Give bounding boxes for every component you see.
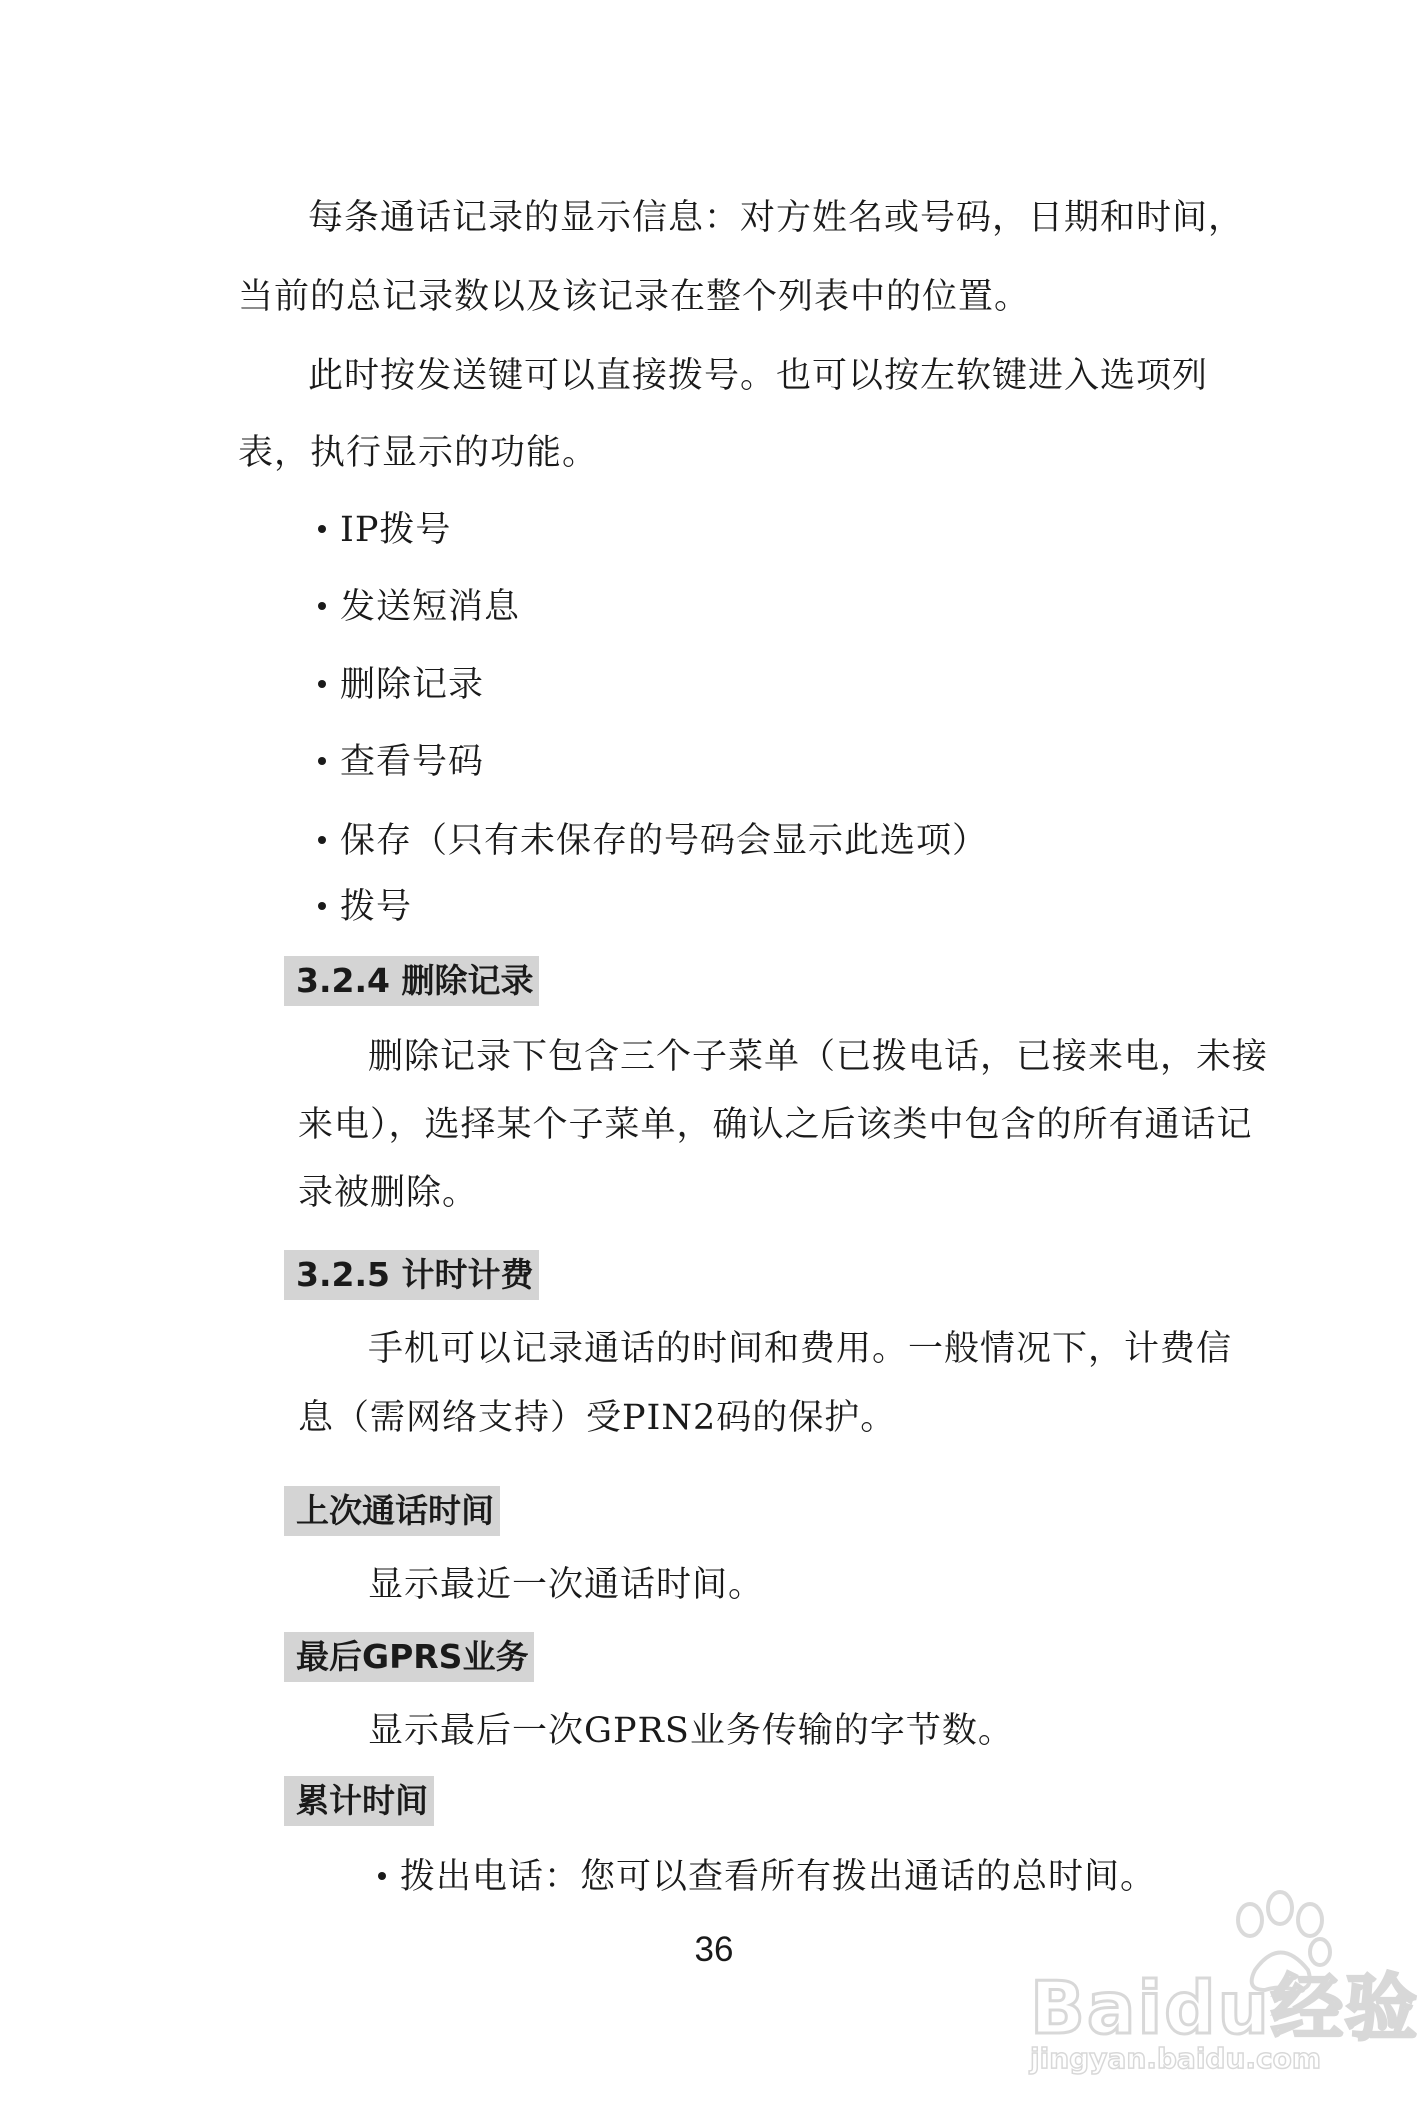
list-item-label: 保存（只有未保存的号码会显示此选项） <box>340 821 989 861</box>
page-number: 36 <box>694 1930 734 1969</box>
bullet-icon <box>318 680 326 688</box>
subsection-heading: 累计时间 <box>284 1776 434 1826</box>
watermark-url: jingyan.baidu.com <box>1030 2042 1322 2075</box>
paragraph-line: 此时按发送键可以直接拨号。也可以按左软键进入选项列 <box>308 356 1209 396</box>
list-item-label: 查看号码 <box>340 742 485 782</box>
watermark-logo: Baidu经验 <box>1030 1966 1419 2050</box>
bullet-icon <box>378 1872 386 1880</box>
bullet-icon <box>318 602 326 610</box>
list-item <box>318 585 520 629</box>
list-item <box>318 819 988 863</box>
bullet-icon <box>318 902 326 910</box>
paragraph-line: 息（需网络支持）受PIN2码的保护。 <box>298 1398 897 1438</box>
list-item-label: IP拨号 <box>340 510 452 550</box>
list-item-label: 拨号 <box>340 887 413 927</box>
subsection-heading: 最后GPRS业务 <box>284 1632 534 1682</box>
section-heading: 3.2.4 删除记录 <box>284 956 539 1006</box>
paragraph-line: 录被删除。 <box>298 1173 479 1213</box>
list-item <box>318 663 484 707</box>
list-item-label: 删除记录 <box>340 665 485 705</box>
bullet-icon <box>318 836 326 844</box>
paragraph-line: 删除记录下包含三个子菜单（已拨电话，已接来电，未接 <box>368 1037 1269 1077</box>
paragraph-line: 每条通话记录的显示信息：对方姓名或号码，日期和时间， <box>308 198 1245 238</box>
section-heading: 3.2.5 计时计费 <box>284 1250 539 1300</box>
list-item-label: 发送短消息 <box>340 587 521 627</box>
paragraph-line: 当前的总记录数以及该记录在整个列表中的位置。 <box>238 277 1031 317</box>
paragraph-line: 手机可以记录通话的时间和费用。一般情况下，计费信 <box>368 1329 1233 1369</box>
paragraph-line: 显示最近一次通话时间。 <box>368 1565 765 1605</box>
paragraph-line: 显示最后一次GPRS业务传输的字节数。 <box>368 1711 1014 1751</box>
baidu-watermark <box>1000 1890 1419 2090</box>
bullet-icon <box>318 525 326 533</box>
bullet-icon <box>318 757 326 765</box>
subsection-heading: 上次通话时间 <box>284 1486 500 1536</box>
list-item <box>318 885 412 929</box>
list-item <box>318 508 451 552</box>
list-item-label: 拨出电话：您可以查看所有拨出通话的总时间。 <box>400 1857 1157 1897</box>
paragraph-line: 表，执行显示的功能。 <box>238 433 599 473</box>
paragraph-line: 来电），选择某个子菜单，确认之后该类中包含的所有通话记 <box>298 1105 1253 1145</box>
list-item <box>318 740 484 784</box>
